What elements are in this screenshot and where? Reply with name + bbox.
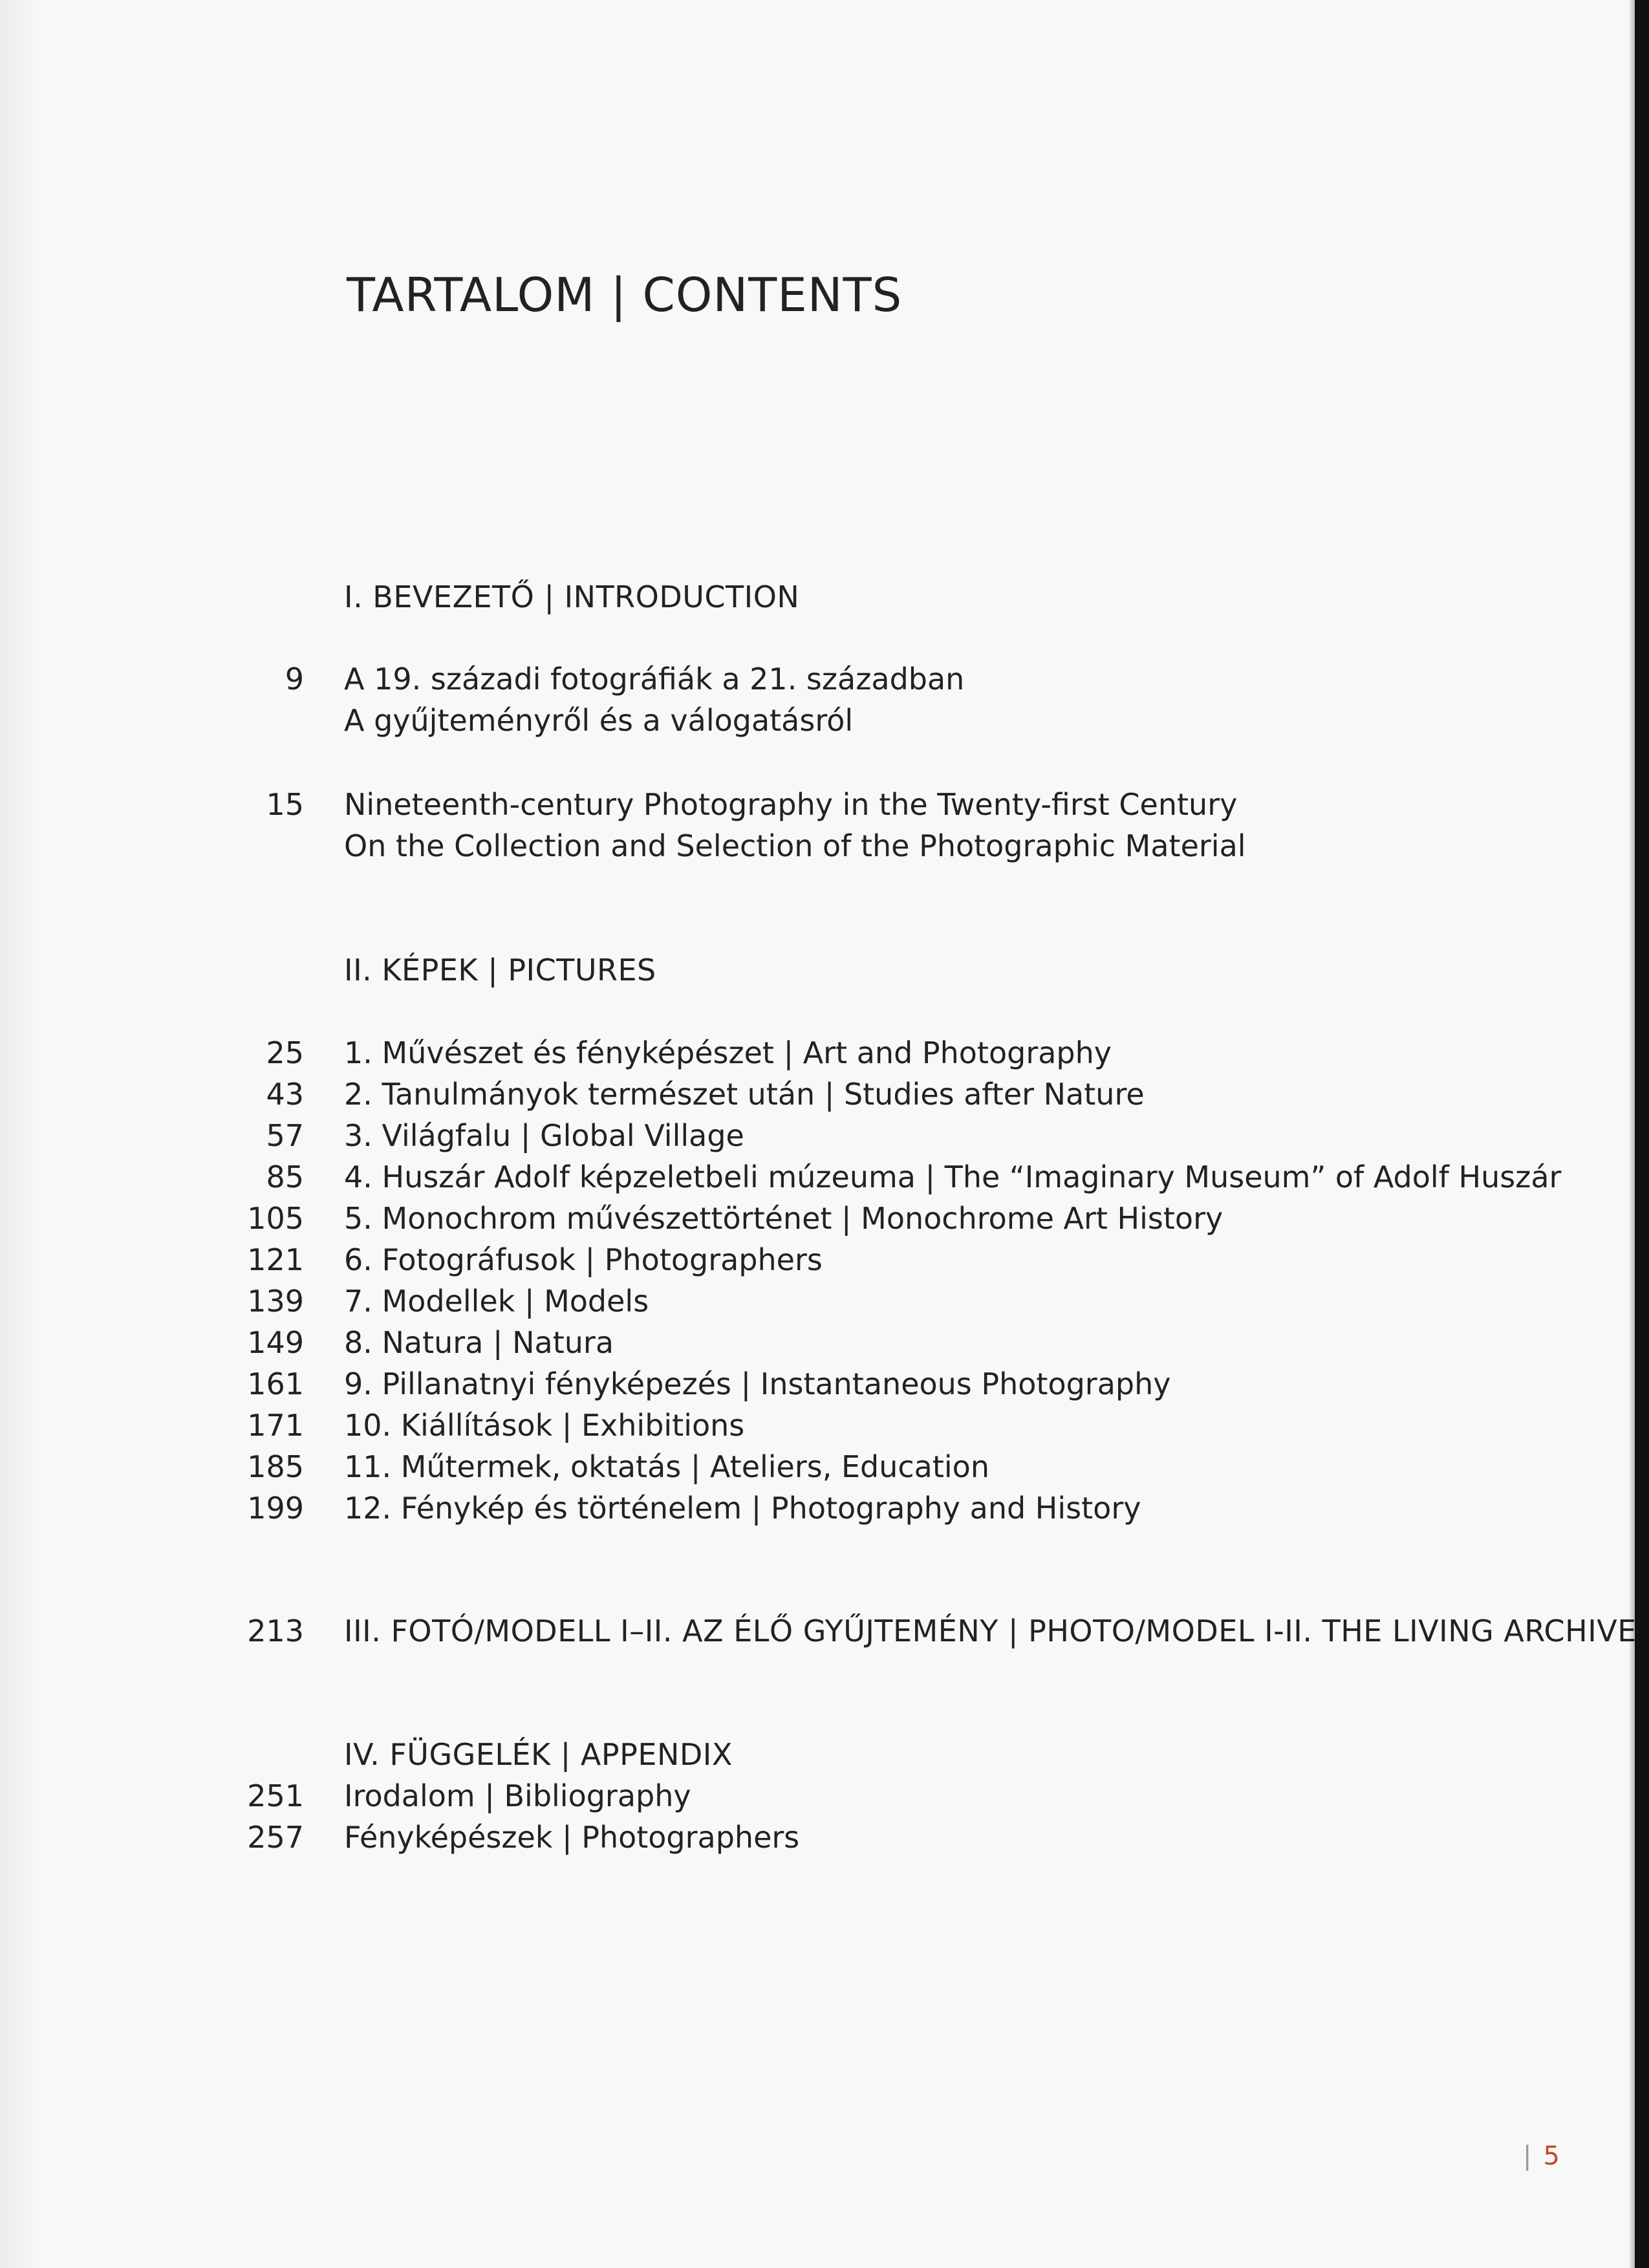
section-heading-appendix [0, 1734, 1649, 1775]
entry-title: 6. Fotográfusok | Photographers [344, 1242, 823, 1277]
toc-entry[interactable] [0, 1817, 1649, 1858]
entry-subtitle: A gyűjteményről és a válogatásról [344, 703, 854, 738]
toc-entry[interactable] [0, 1446, 1649, 1487]
toc-entry-subtitle [0, 700, 1649, 741]
toc-entry[interactable] [0, 1322, 1649, 1363]
toc-entry[interactable] [0, 1156, 1649, 1198]
toc-entry[interactable] [0, 1239, 1649, 1280]
section-heading-pictures [0, 949, 1649, 991]
page-number: 57 [266, 1118, 304, 1153]
entry-title: 1. Művészet és fényképészet | Art and Photography [344, 1035, 1112, 1070]
toc-entry[interactable] [0, 1198, 1649, 1239]
page-number: 185 [247, 1449, 304, 1484]
entry-title: 8. Natura | Natura [344, 1325, 614, 1360]
folio-page-number: 5 [1543, 2141, 1560, 2171]
page-number: 199 [247, 1491, 304, 1526]
page-number: 9 [285, 662, 304, 697]
toc-entry-subtitle [0, 825, 1649, 867]
page-number: 15 [266, 787, 304, 822]
toc-entry[interactable] [0, 1363, 1649, 1405]
entry-title: Fényképészek | Photographers [344, 1820, 800, 1855]
page-number: 139 [247, 1284, 304, 1319]
folio-separator: | [1523, 2141, 1532, 2171]
toc-entry[interactable] [0, 1487, 1649, 1529]
page-number: 25 [266, 1035, 304, 1070]
page-number: 85 [266, 1160, 304, 1194]
section-title: I. BEVEZETŐ | INTRODUCTION [344, 579, 800, 614]
toc-entry-archive[interactable] [0, 1610, 1649, 1652]
page-number: 171 [247, 1408, 304, 1443]
toc-entry[interactable] [0, 1775, 1649, 1817]
section-heading-introduction [0, 576, 1649, 618]
page-folio [1523, 2138, 1560, 2174]
entry-title: 4. Huszár Adolf képzeletbeli múzeuma | The “Imaginary Museum” of Adolf Huszár [344, 1160, 1562, 1194]
section-title: III. FOTÓ/MODELL I–II. AZ ÉLŐ GYŰJTEMÉNY | PHOTO/MODEL I-II. THE LIVING ARCHIVE [344, 1614, 1637, 1648]
entry-title: A 19. századi fotográfiák a 21. században [344, 662, 965, 697]
entry-title: 3. Világfalu | Global Village [344, 1118, 744, 1153]
entry-subtitle: On the Collection and Selection of the Photographic Material [344, 828, 1246, 863]
page-number: 257 [247, 1820, 304, 1855]
toc-entry[interactable] [0, 1074, 1649, 1115]
page-number: 213 [247, 1614, 304, 1648]
toc-entry[interactable] [0, 1280, 1649, 1322]
toc-entry[interactable] [0, 1115, 1649, 1156]
toc-entry[interactable] [0, 1032, 1649, 1074]
page-number: 121 [247, 1242, 304, 1277]
entry-title: 7. Modellek | Models [344, 1284, 649, 1319]
page-number: 149 [247, 1325, 304, 1360]
page-title: TARTALOM | CONTENTS [347, 268, 903, 322]
entry-title: 9. Pillanatnyi fényképezés | Instantaneous Photography [344, 1366, 1171, 1401]
page-number: 43 [266, 1077, 304, 1112]
entry-title: 2. Tanulmányok természet után | Studies after Nature [344, 1077, 1145, 1112]
entry-title: 12. Fénykép és történelem | Photography and History [344, 1491, 1141, 1526]
entry-title: 11. Műtermek, oktatás | Ateliers, Education [344, 1449, 989, 1484]
toc-entry[interactable] [0, 784, 1649, 825]
toc-entry[interactable] [0, 658, 1649, 700]
toc-entry[interactable] [0, 1405, 1649, 1446]
entry-title: 5. Monochrom művészettörténet | Monochrome Art History [344, 1201, 1223, 1236]
section-title: IV. FÜGGELÉK | APPENDIX [344, 1737, 733, 1772]
entry-title: Irodalom | Bibliography [344, 1778, 691, 1813]
entry-title: Nineteenth-century Photography in the Twenty-first Century [344, 787, 1238, 822]
entry-title: 10. Kiállítások | Exhibitions [344, 1408, 745, 1443]
section-title: II. KÉPEK | PICTURES [344, 953, 656, 988]
page-number: 251 [247, 1778, 304, 1813]
page-number: 105 [247, 1201, 304, 1236]
page-number: 161 [247, 1366, 304, 1401]
